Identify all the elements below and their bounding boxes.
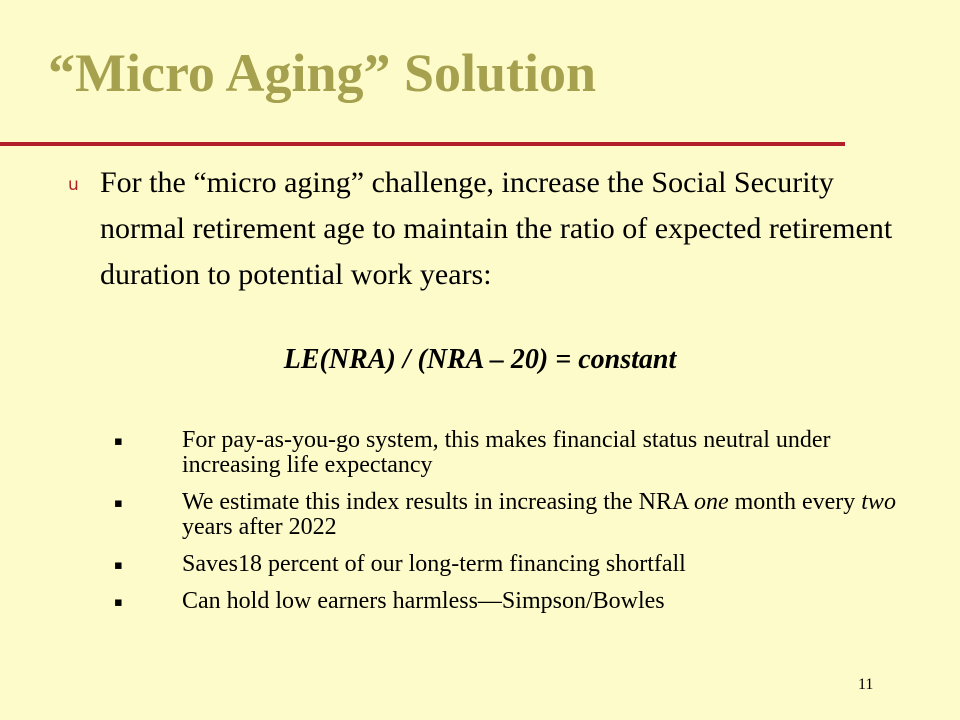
sub-bullet-item	[110, 589, 900, 614]
text-run: month every	[728, 489, 862, 515]
sub-bullet-item	[110, 428, 900, 478]
sub-bullet-item	[110, 490, 900, 540]
square-bullet-icon: ▪	[114, 496, 123, 511]
square-bullet-icon: ▪	[114, 434, 123, 449]
main-bullet-icon: u	[68, 175, 79, 195]
sub-bullet-item	[110, 552, 900, 577]
page-number: 11	[858, 676, 874, 693]
slide-title: “Micro Aging” Solution	[48, 43, 597, 103]
emphasis-one: one	[693, 489, 729, 515]
formula: LE(NRA) / (NRA – 20) = constant	[283, 344, 677, 375]
sub-bullet-list	[110, 428, 900, 626]
sub-bullet-text	[182, 489, 896, 540]
title-divider	[0, 142, 845, 146]
text-run: years after 2022	[182, 514, 337, 540]
sub-bullet-text: Can hold low earners harmless—Simpson/Bowles	[182, 588, 665, 614]
text-run: We estimate this index results in increasing the NRA	[182, 489, 694, 515]
square-bullet-icon: ▪	[114, 595, 123, 610]
sub-bullet-text: For pay-as-you-go system, this makes financial status neutral under increasing life expectancy	[182, 427, 831, 478]
main-bullet-text: For the “micro aging” challenge, increase the Social Security normal retirement age to maintain the ratio of expected retirement duration to potential work years:	[100, 166, 893, 291]
emphasis-two: two	[861, 489, 896, 515]
square-bullet-icon: ▪	[114, 558, 123, 573]
sub-bullet-text: Saves18 percent of our long-term financing shortfall	[182, 551, 686, 577]
